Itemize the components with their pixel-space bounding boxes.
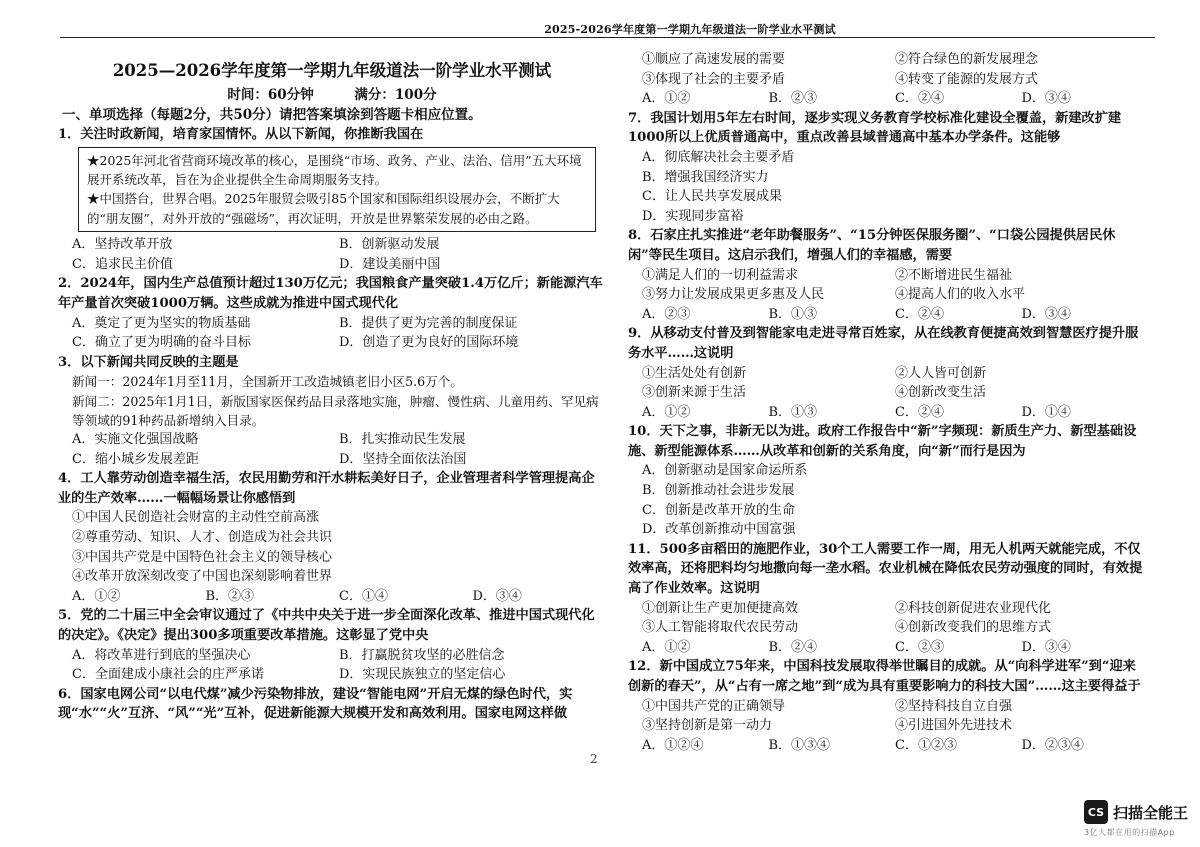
option-a[interactable]: A．奠定了更为坚实的物质基础: [72, 315, 251, 331]
option-b[interactable]: B．增强我国经济实力: [642, 169, 769, 185]
option-b[interactable]: B．②④: [768, 639, 818, 655]
news-item: ★中国搭台，世界合唱。2025年服贸会吸引85个国家和国际组织设展办会，不断扩大的“朋友圈”，对外开放的“强磁场”，再次证明，开放是世界繁荣发展的必由之路。: [87, 191, 560, 226]
options: [628, 148, 1148, 226]
option-c[interactable]: C．②④: [895, 306, 944, 322]
option-b[interactable]: B．①③④: [768, 737, 831, 753]
exam-title: 2025—2026学年度第一学期九年级道法一阶学业水平测试: [112, 61, 552, 80]
right-column: [628, 50, 1148, 755]
question-12: [628, 657, 1148, 755]
option-c[interactable]: C．让人民共享发展成果: [642, 189, 782, 205]
statement-4: ④提高人们的收入水平: [895, 287, 1026, 303]
question-2: [58, 274, 606, 352]
question-6-continued: [628, 50, 1148, 109]
options: [58, 235, 606, 274]
statement-4: ④改革开放深刻改变了中国也深刻影响着世界: [72, 569, 333, 585]
question-4: [58, 469, 606, 606]
options: [628, 89, 1148, 109]
statement-3: ③努力让发展成果更多惠及人民: [642, 287, 825, 303]
option-d[interactable]: D．实现同步富裕: [642, 208, 744, 224]
statement-2: ②符合绿色的新发展理念: [895, 52, 1039, 67]
statement-1: ①顺应了高速发展的需要: [642, 52, 786, 67]
question-stem: 7．我国计划用5年左右时间，逐步实现义务教育学校标准化建设全覆盖，新建改扩建1000所以上优质普通高中，重点改善县域普通高中基本办学条件。这能够: [628, 110, 1122, 146]
news-1: 新闻一：2024年1月至11月，全国新开工改造城镇老旧小区5.6万个。: [72, 374, 463, 390]
statement-1: ①生活处处有创新: [642, 365, 747, 381]
statement-3: ③体现了社会的主要矛盾: [642, 71, 786, 87]
option-b[interactable]: B．创新推动社会进步发展: [642, 483, 795, 499]
statement-1: ①中国共产党的正确领导: [642, 698, 786, 714]
running-header: 2025-2026学年度第一学期九年级道法一阶学业水平测试: [544, 23, 836, 36]
option-b[interactable]: B．①③: [768, 306, 818, 322]
option-d[interactable]: D．③④: [1021, 306, 1071, 322]
option-a[interactable]: A．将改革进行到底的坚强决心: [72, 647, 251, 663]
option-d[interactable]: D．改革创新推动中国富强: [642, 522, 796, 538]
option-d[interactable]: D．实现民族独立的坚定信心: [339, 667, 506, 683]
question-stem: 10．天下之事，非新无以为进。政府工作报告中“新”字频现：新质生产力、新型基础设施、新型能源体系……从改革和创新的关系角度，向“新”而行是因为: [628, 424, 1137, 459]
option-a[interactable]: A．彻底解决社会主要矛盾: [642, 149, 795, 165]
statement-4: ④创新改变生活: [895, 385, 987, 401]
question-stem: 1．关注时政新闻，培育家国情怀。从以下新闻，你推断我国在: [58, 127, 424, 142]
option-a[interactable]: A．实施文化强国战略: [72, 431, 199, 447]
question-10: [628, 422, 1148, 540]
section-heading: 一、单项选择（每题2分，共50分）请把答案填涂到答题卡相应位置。: [62, 107, 482, 123]
options: [628, 736, 1148, 756]
option-c[interactable]: C．缩小城乡发展差距: [72, 451, 199, 467]
question-stem: 5．党的二十届三中全会审议通过了《中共中央关于进一步全面深化改革、推进中国式现代化的决定》。《决定》提出300多项重要改革措施。这彰显了党中央: [58, 608, 595, 643]
statement-2: ②科技创新促进农业现代化: [895, 600, 1052, 616]
question-stem: 6．国家电网公司“以电代煤”减少污染物排放，建设“智能电网”开启无煤的绿色时代，实现“水”“火”互济、“风”“光”互补，促进新能源大规模开发和高效利用。国家电网这样做: [58, 686, 573, 722]
options: [58, 646, 606, 685]
watermark-slogan: 3亿人都在用的扫描App: [1084, 828, 1175, 837]
option-a[interactable]: A．创新驱动是国家命运所系: [642, 463, 808, 479]
option-a[interactable]: A．②③: [642, 306, 691, 322]
option-b[interactable]: B．创新驱动发展: [339, 237, 440, 253]
option-d[interactable]: D．③④: [1021, 639, 1071, 655]
header-rule: [60, 37, 1155, 38]
option-c[interactable]: C．追求民主价值: [72, 256, 173, 272]
question-6: [58, 685, 606, 724]
statement-3: ③中国共产党是中国特色社会主义的领导核心: [72, 549, 333, 565]
option-c[interactable]: C．创新是改革开放的生命: [642, 502, 795, 518]
scanner-watermark: [1084, 800, 1188, 838]
exam-time: 时间：60分钟: [227, 87, 314, 103]
option-d[interactable]: D．③④: [1021, 91, 1071, 107]
option-c[interactable]: C．全面建成小康社会的庄严承诺: [72, 667, 264, 683]
statements: [628, 364, 1148, 403]
options: [628, 461, 1148, 539]
option-d[interactable]: D．③④: [472, 588, 522, 604]
option-a[interactable]: A．①②: [642, 91, 691, 107]
option-d[interactable]: D．创造了更为良好的国际环境: [339, 335, 519, 351]
news-2: 新闻二：2025年1月1日，新版国家医保药品目录落地实施，肿瘤、慢性病、儿童用药、罕见病等领域的91种药品新增纳入目录。: [72, 393, 599, 428]
question-stem: 12．新中国成立75年来，中国科技发展取得举世瞩目的成就。从“向科学进军”到“迎来创新的春天”，从“占有一席之地”到“成为具有重要影响力的科技大国”……这主要得益于: [628, 659, 1141, 694]
option-a[interactable]: A．①②: [642, 404, 691, 420]
statement-1: ①中国人民创造社会财富的主动性空前高涨: [72, 510, 320, 526]
option-c[interactable]: C．②④: [895, 404, 944, 420]
watermark-row: [1084, 800, 1188, 824]
options: [628, 305, 1148, 325]
page-number: 2: [590, 752, 598, 766]
options: [58, 314, 606, 353]
option-c[interactable]: C．②③: [895, 639, 944, 655]
option-a[interactable]: A．①②④: [642, 737, 704, 753]
statement-2: ②坚持科技自立自强: [895, 698, 1013, 714]
option-c[interactable]: C．确立了更为明确的奋斗目标: [72, 335, 251, 351]
option-b[interactable]: B．②③: [205, 588, 255, 604]
camscanner-logo-icon: CS: [1084, 800, 1108, 824]
option-d[interactable]: D．②③④: [1021, 737, 1084, 753]
option-a[interactable]: A．①②: [72, 588, 121, 604]
question-stem: 9．从移动支付普及到智能家电走进寻常百姓家，从在线教育便捷高效到智慧医疗提升服务水平……这说明: [628, 326, 1139, 361]
left-column: [58, 48, 606, 724]
question-stem: 4．工人靠劳动创造幸福生活，农民用勤劳和汗水耕耘美好日子，企业管理者科学管理提高企业的生产效率……一幅幅场景让你感悟到: [58, 471, 595, 506]
option-b[interactable]: B．提供了更为完善的制度保证: [339, 315, 518, 331]
watermark-app-name: 扫描全能王: [1113, 803, 1189, 822]
exam-score: 满分：100分: [354, 87, 437, 103]
question-8: [628, 226, 1148, 324]
question-stem: 8．石家庄扎实推进“老年助餐服务”、“15分钟医保服务圈”、“口袋公园提供居民休闲”等民生项目。这启示我们，增强人们的幸福感，需要: [628, 228, 1116, 263]
option-c[interactable]: C．①④: [339, 588, 388, 604]
option-b[interactable]: B．②③: [768, 91, 818, 107]
statement-4: ④创新改变我们的思维方式: [895, 620, 1052, 636]
news-item: ★2025年河北省营商环境改革的核心，是围绕“市场、政务、产业、法治、信用”五大环境展开系统改革，旨在为企业提供全生命周期服务支持。: [87, 152, 582, 187]
options: [58, 587, 606, 607]
question-5: [58, 606, 606, 684]
question-stem: 3．以下新闻共同反映的主题是: [58, 354, 239, 370]
option-a[interactable]: A．①②: [642, 639, 691, 655]
news-box: [78, 147, 596, 233]
statement-3: ③创新来源于生活: [642, 385, 747, 401]
statement-4: ④引进国外先进技术: [895, 718, 1013, 734]
statement-3: ③坚持创新是第一动力: [642, 718, 773, 734]
option-d[interactable]: D．坚持全面依法治国: [339, 451, 467, 467]
statements: [628, 697, 1148, 736]
options: [628, 638, 1148, 658]
statement-1: ①满足人们的一切利益需求: [642, 267, 799, 283]
question-11: [628, 540, 1148, 658]
option-d[interactable]: D．①④: [1021, 404, 1071, 420]
question-9: [628, 324, 1148, 422]
statements: [628, 266, 1148, 305]
option-b[interactable]: B．打赢脱贫攻坚的必胜信念: [339, 647, 505, 663]
exam-meta: [58, 85, 606, 105]
statement-1: ①创新让生产更加便捷高效: [642, 600, 799, 616]
statement-2: ②人人皆可创新: [895, 365, 987, 381]
statements: [628, 599, 1148, 638]
option-d[interactable]: D．建设美丽中国: [339, 256, 441, 272]
option-c[interactable]: C．①②③: [895, 737, 957, 753]
option-b[interactable]: B．①③: [768, 404, 818, 420]
question-stem: 2．2024年，国内生产总值预计超过130万亿元；我国粮食产量突破1.4万亿斤；新能源汽车年产量首次突破1000万辆。这些成就为推进中国式现代化: [58, 276, 603, 311]
statement-2: ②不断增进民生福祉: [895, 267, 1013, 283]
statement-2: ②尊重劳动、知识、人才、创造成为社会共识: [72, 529, 333, 545]
question-7: [628, 109, 1148, 227]
question-3: [58, 353, 606, 469]
statements: [628, 50, 1148, 89]
option-c[interactable]: C．②④: [895, 91, 944, 107]
statement-3: ③人工智能将取代农民劳动: [642, 620, 799, 636]
options: [628, 403, 1148, 423]
statement-4: ④转变了能源的发展方式: [895, 71, 1039, 87]
option-a[interactable]: A．坚持改革开放: [72, 237, 173, 253]
option-b[interactable]: B．扎实推动民生发展: [339, 431, 466, 447]
options: [58, 430, 606, 469]
question-1: [58, 125, 606, 274]
question-stem: 11．500多亩稻田的施肥作业，30个工人需要工作一周，用无人机两天就能完成，不仅效率高，还将肥料均匀地撒向每一垄水稻。农业机械在降低农民劳动强度的同时，有效提高了作业效率。这说明: [628, 541, 1143, 597]
